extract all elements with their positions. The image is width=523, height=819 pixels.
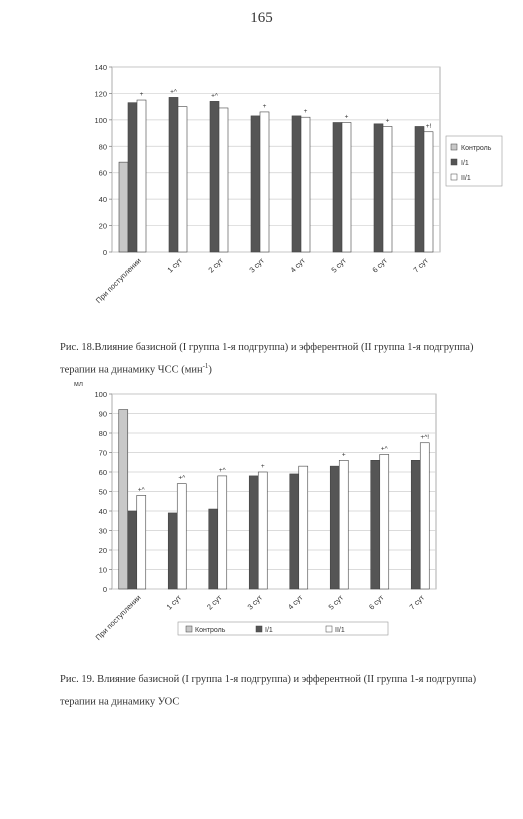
bar-I-1 [290,474,299,589]
x-tick-label: 2 сут [205,593,224,612]
legend-swatch [451,144,457,150]
y-tick-label: 60 [98,468,107,477]
legend-swatch [256,626,262,632]
significance-mark: + [341,451,346,459]
x-tick-label: 3 сут [245,593,265,612]
bar-II-1 [342,123,351,253]
legend-label: Контроль [195,627,226,634]
bar-II-1 [178,107,187,252]
significance-mark: +^ [211,92,218,100]
x-tick-label: 6 сут [367,593,386,612]
significance-mark: + [139,91,144,99]
figure-18-caption [60,338,500,380]
y-tick-label: 50 [98,487,107,497]
y-tick-label: 30 [98,526,107,536]
figure-19-caption [60,670,500,712]
y-tick-label: 100 [94,390,107,399]
caption-line-2 [60,689,500,712]
caption-text: терапии на динамику УОС [60,696,180,708]
significance-mark: +^ [178,474,186,482]
significance-mark: +^ [218,466,226,474]
bar-I-1 [415,126,424,252]
bar-II-1 [420,443,429,589]
bar-I-1 [249,476,258,589]
legend-swatch [451,174,457,180]
bar-II-1 [258,472,267,589]
significance-mark: +! [425,122,432,130]
x-tick-label: 6 сут [370,256,389,275]
y-tick-label: 10 [98,565,107,575]
significance-mark: +^ [137,486,145,494]
y-tick-label: 80 [98,429,107,438]
bar-II-1 [219,108,228,252]
significance-mark: + [385,117,390,125]
bar-II-1 [380,454,389,589]
stroke-volume-chart [0,382,523,647]
y-tick-label: 40 [98,507,107,516]
y-tick-label: 0 [102,585,107,594]
bar-I-1 [210,101,219,252]
y-tick-label: 0 [102,248,107,257]
bar-Контроль [119,410,128,589]
x-tick-label: 1 сут [165,256,184,275]
legend-label: II/1 [461,175,471,182]
bar-II-1 [137,100,146,252]
x-tick-label: При поступлении [93,593,143,642]
y-tick-label: 60 [98,168,107,178]
y-tick-label: 40 [98,195,107,205]
y-tick-label: 20 [98,546,107,555]
caption-text-end: ) [208,364,212,376]
significance-mark: + [344,113,349,121]
bar-II-1 [301,117,310,252]
bar-I-1 [168,513,177,589]
bar-II-1 [339,460,348,589]
x-tick-label: 7 сут [411,256,430,275]
bar-I-1 [374,124,383,252]
x-tick-label: 2 сут [206,256,225,275]
significance-mark: + [262,102,267,110]
bar-I-1 [333,123,342,253]
bar-I-1 [169,97,178,252]
bar-I-1 [411,460,420,589]
bar-I-1 [330,466,339,589]
y-tick-label: 120 [94,89,107,99]
legend-label: I/1 [461,160,469,167]
bar-I-1 [292,116,301,252]
x-tick-label: 5 сут [326,593,346,612]
x-tick-label: 1 сут [164,593,184,612]
bar-II-1 [424,132,433,252]
significance-mark: + [260,463,265,470]
legend-label: II/1 [335,627,345,634]
significance-mark: + [303,108,308,116]
x-tick-label: 5 сут [329,256,348,275]
bar-II-1 [383,126,392,252]
y-axis-label: мл [74,382,83,388]
legend-swatch [186,626,192,632]
x-tick-label: 4 сут [288,256,307,275]
significance-mark: +^ [170,88,177,96]
bar-I-1 [128,511,137,589]
bar-II-1 [260,112,269,252]
caption-text: терапии на динамику ЧСС (мин [60,364,203,376]
bar-II-1 [299,466,308,589]
bar-I-1 [371,460,380,589]
x-tick-label: При поступлении [93,256,143,305]
legend-swatch [451,159,457,165]
y-tick-label: 90 [98,409,107,419]
caption-line-1: Рис. 19. Влияние базисной (I группа 1-я подгруппа) и эфферентной (II группа 1-я подгруппа) [60,674,477,685]
x-tick-label: 3 сут [247,256,266,275]
bar-I-1 [209,509,218,589]
significance-mark: +^! [420,433,430,441]
caption-line-1: Рис. 18.Влияние базисной (I группа 1-я подгруппа) и эфферентной (II группа 1-я подгруппа) [60,342,474,353]
y-tick-label: 70 [98,448,107,458]
caption-line-2 [60,357,500,380]
y-tick-label: 20 [98,221,107,231]
bar-Контроль [119,162,128,252]
bar-I-1 [251,116,260,252]
legend-swatch [326,626,332,632]
significance-mark: +^ [380,445,388,453]
page-number: 165 [250,10,273,26]
bar-II-1 [218,476,227,589]
bar-I-1 [128,103,137,252]
y-tick-label: 100 [94,115,107,125]
caption-superscript: -1 [202,362,209,370]
legend-label: Контроль [461,145,492,152]
x-tick-label: 7 сут [407,593,427,612]
y-tick-label: 80 [98,142,107,152]
y-tick-label: 140 [94,63,107,72]
heart-rate-chart [0,58,523,328]
bar-II-1 [177,484,186,589]
bar-II-1 [137,495,146,589]
legend-label: I/1 [265,627,273,634]
x-tick-label: 4 сут [286,593,305,612]
